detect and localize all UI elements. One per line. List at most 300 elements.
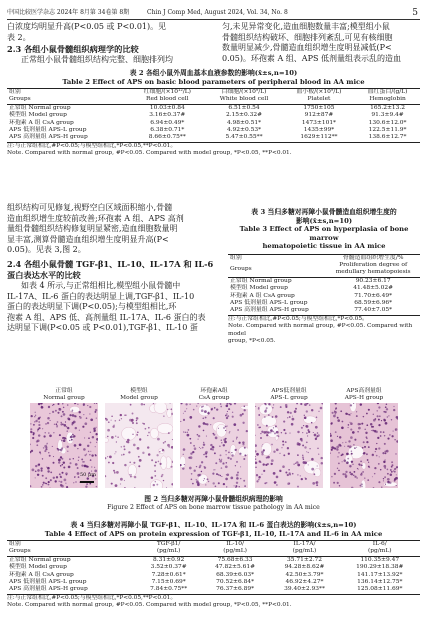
body-text: 造血组织增生度较前改善;环孢素 A 组、APS 高剂 bbox=[7, 213, 184, 223]
cell-nucleus bbox=[305, 477, 306, 478]
fat-vacuole bbox=[160, 456, 167, 470]
cell-nucleus bbox=[190, 442, 192, 444]
cell-nucleus bbox=[107, 429, 110, 432]
cell-nucleus bbox=[352, 431, 355, 434]
cell-nucleus bbox=[338, 452, 340, 454]
cell-nucleus bbox=[41, 470, 43, 472]
cell-nucleus bbox=[393, 409, 395, 411]
cell-nucleus bbox=[116, 441, 117, 442]
cell-nucleus bbox=[309, 404, 310, 405]
table-caption: 表 4 当归多糖对再障小鼠 TGF-β1、IL-10、IL-17A 和 IL-6 蛋白表达的影响(x̄±s,n=10) bbox=[70, 521, 357, 529]
cell-nucleus bbox=[356, 411, 357, 412]
cell-nucleus bbox=[61, 415, 63, 417]
panel-label-en: Model group bbox=[120, 395, 158, 401]
cell-nucleus bbox=[47, 470, 49, 472]
cell-nucleus bbox=[364, 446, 366, 448]
cell-nucleus bbox=[45, 482, 47, 484]
body-text: 如表 4 所示,与正常组相比,模型组小鼠骨髓中 bbox=[21, 280, 181, 290]
data-table bbox=[228, 254, 420, 316]
cell-nucleus bbox=[237, 472, 239, 474]
table-row bbox=[7, 120, 420, 127]
cell-nucleus bbox=[207, 478, 209, 480]
cell-nucleus bbox=[72, 409, 74, 411]
cell-nucleus bbox=[143, 404, 145, 406]
cell-nucleus bbox=[81, 464, 83, 466]
cell-nucleus bbox=[35, 415, 36, 416]
cell-nucleus bbox=[395, 428, 398, 431]
cell-nucleus bbox=[283, 421, 285, 423]
cell-nucleus bbox=[206, 423, 208, 425]
cell-nucleus bbox=[390, 474, 393, 477]
cell-nucleus bbox=[224, 441, 227, 444]
body-text: 表 2。 bbox=[7, 32, 31, 42]
table-cell: 71.70±6.49* bbox=[354, 292, 393, 299]
cell-nucleus bbox=[345, 442, 346, 443]
cell-nucleus bbox=[81, 458, 83, 460]
table-note-en: group, *P<0.05. bbox=[228, 337, 276, 344]
cell-nucleus bbox=[37, 474, 39, 476]
table-cell: 75.68±6.33 bbox=[217, 556, 253, 563]
cell-nucleus bbox=[345, 413, 347, 415]
cell-nucleus bbox=[155, 481, 156, 482]
cell-nucleus bbox=[263, 449, 265, 451]
cell-nucleus bbox=[228, 452, 230, 454]
cell-nucleus bbox=[64, 424, 67, 427]
cell-nucleus bbox=[69, 440, 70, 441]
cell-nucleus bbox=[202, 447, 204, 449]
cell-nucleus bbox=[168, 432, 170, 434]
cell-nucleus bbox=[43, 447, 45, 449]
cell-nucleus bbox=[142, 452, 144, 454]
cell-nucleus bbox=[396, 485, 397, 486]
cell-nucleus bbox=[345, 475, 348, 478]
cell-nucleus bbox=[197, 482, 199, 484]
cell-nucleus bbox=[228, 408, 230, 410]
cell-nucleus bbox=[192, 483, 194, 485]
cell-nucleus bbox=[335, 414, 336, 415]
cell-nucleus bbox=[379, 415, 381, 417]
body-text: 显丰富,测算骨髓造血组织增生度明显升高(P< bbox=[7, 234, 169, 244]
table-cell: 130.6±12.0* bbox=[368, 119, 407, 126]
cell-nucleus bbox=[45, 477, 47, 479]
cell-nucleus bbox=[260, 437, 262, 439]
cell-nucleus bbox=[86, 417, 88, 419]
cell-nucleus bbox=[362, 471, 364, 473]
cell-nucleus bbox=[386, 403, 388, 405]
cell-nucleus bbox=[196, 482, 197, 483]
cell-nucleus bbox=[129, 462, 131, 464]
cell-nucleus bbox=[303, 461, 306, 464]
cell-nucleus bbox=[349, 471, 351, 473]
cell-nucleus bbox=[90, 442, 92, 444]
cell-nucleus bbox=[213, 434, 215, 436]
histology-image bbox=[180, 403, 248, 488]
cell-nucleus bbox=[306, 432, 308, 434]
cell-nucleus bbox=[112, 462, 114, 464]
cell-nucleus bbox=[114, 425, 115, 426]
cell-nucleus bbox=[289, 433, 290, 434]
table-cell: 912±87# bbox=[304, 112, 334, 119]
cell-nucleus bbox=[354, 471, 356, 473]
cell-nucleus bbox=[203, 454, 204, 455]
cell-nucleus bbox=[132, 434, 133, 435]
cell-nucleus bbox=[201, 409, 204, 412]
cell-nucleus bbox=[96, 486, 97, 487]
cell-nucleus bbox=[141, 403, 144, 406]
cell-nucleus bbox=[63, 413, 66, 416]
cell-nucleus bbox=[321, 462, 323, 465]
cell-nucleus bbox=[276, 484, 278, 486]
table-cell: 4.98±0.51* bbox=[226, 119, 262, 126]
cell-nucleus bbox=[210, 444, 212, 446]
cell-nucleus bbox=[89, 406, 91, 408]
cell-nucleus bbox=[187, 431, 189, 433]
cell-nucleus bbox=[77, 404, 78, 405]
figure-caption: 图 2 当归多糖对再障小鼠骨髓组织病理的影响 bbox=[144, 495, 283, 503]
body-text: 数量明显减少,骨髓造血组织增生度明显减低(P< bbox=[222, 43, 392, 53]
cell-nucleus bbox=[315, 482, 317, 484]
table-cell: 1435±99* bbox=[303, 127, 335, 134]
cell-nucleus bbox=[184, 411, 185, 412]
cell-nucleus bbox=[90, 432, 91, 433]
cell-nucleus bbox=[232, 412, 233, 413]
cell-nucleus bbox=[94, 411, 96, 413]
cell-nucleus bbox=[31, 431, 32, 432]
table-cell: 环孢素 A 组 CsA group bbox=[9, 571, 74, 578]
cell-nucleus bbox=[262, 446, 263, 447]
table-row bbox=[7, 112, 420, 119]
cell-nucleus bbox=[38, 417, 40, 419]
cell-nucleus bbox=[311, 468, 314, 471]
cell-nucleus bbox=[393, 431, 394, 432]
cell-nucleus bbox=[111, 483, 113, 485]
cell-nucleus bbox=[63, 466, 65, 468]
figure-2 bbox=[30, 388, 400, 490]
cell-nucleus bbox=[137, 431, 139, 433]
cell-nucleus bbox=[350, 404, 352, 406]
left-column-top bbox=[7, 22, 209, 66]
cell-nucleus bbox=[42, 484, 43, 485]
cell-nucleus bbox=[396, 474, 397, 475]
cell-nucleus bbox=[75, 481, 76, 482]
cell-nucleus bbox=[216, 408, 218, 410]
cell-nucleus bbox=[242, 413, 244, 415]
cell-nucleus bbox=[358, 427, 361, 430]
cell-nucleus bbox=[246, 430, 248, 432]
cell-nucleus bbox=[70, 436, 72, 438]
cell-nucleus bbox=[377, 437, 379, 439]
cell-nucleus bbox=[256, 474, 258, 476]
cell-nucleus bbox=[395, 468, 396, 469]
cell-nucleus bbox=[67, 427, 69, 429]
scale-bar-label: 50 μm bbox=[80, 472, 96, 478]
cell-nucleus bbox=[47, 467, 50, 470]
cell-nucleus bbox=[282, 465, 285, 468]
cell-nucleus bbox=[366, 436, 368, 438]
cell-nucleus bbox=[34, 416, 35, 417]
cell-nucleus bbox=[66, 474, 67, 475]
cell-nucleus bbox=[35, 470, 37, 472]
cell-nucleus bbox=[297, 474, 298, 475]
panel-label-en: CsA group bbox=[198, 395, 230, 401]
table-cell: 1473±101* bbox=[301, 119, 337, 126]
cell-nucleus bbox=[221, 459, 222, 460]
cell-nucleus bbox=[237, 429, 239, 431]
cell-nucleus bbox=[40, 467, 42, 469]
figure-panel-aps-l bbox=[255, 388, 323, 488]
cell-nucleus bbox=[296, 461, 299, 464]
cell-nucleus bbox=[353, 475, 354, 476]
cell-nucleus bbox=[38, 434, 40, 436]
cell-nucleus bbox=[385, 453, 387, 455]
cell-nucleus bbox=[205, 417, 207, 419]
table-row bbox=[228, 307, 420, 315]
cell-nucleus bbox=[180, 421, 181, 422]
cell-nucleus bbox=[375, 431, 376, 432]
right-column-top bbox=[222, 22, 422, 64]
cell-nucleus bbox=[265, 464, 267, 466]
cell-nucleus bbox=[214, 469, 215, 470]
cell-nucleus bbox=[297, 431, 299, 433]
cell-nucleus bbox=[77, 448, 78, 449]
cell-nucleus bbox=[86, 483, 88, 485]
cell-nucleus bbox=[271, 459, 274, 462]
cell-nucleus bbox=[69, 458, 71, 460]
cell-nucleus bbox=[52, 405, 53, 406]
cell-nucleus bbox=[136, 417, 139, 420]
cell-nucleus bbox=[130, 476, 132, 478]
body-text: 正常组小鼠骨髓组织结构完整、细胞排列均 bbox=[21, 55, 173, 65]
cell-nucleus bbox=[120, 483, 121, 484]
table-cell: 8.31±0.92 bbox=[153, 556, 185, 563]
cell-nucleus bbox=[210, 448, 212, 450]
cell-nucleus bbox=[189, 467, 192, 470]
cell-nucleus bbox=[115, 484, 118, 487]
cell-nucleus bbox=[314, 434, 317, 437]
table-caption-en: hematopoietic tissue in AA mice bbox=[262, 242, 386, 250]
cell-nucleus bbox=[295, 463, 296, 464]
column-header: White blood cell bbox=[205, 96, 283, 104]
fat-vacuole bbox=[157, 423, 173, 433]
cell-nucleus bbox=[303, 425, 304, 426]
cell-nucleus bbox=[73, 458, 74, 459]
cell-nucleus bbox=[219, 460, 222, 463]
cell-nucleus bbox=[320, 457, 322, 459]
cell-nucleus bbox=[236, 477, 239, 480]
cell-nucleus bbox=[356, 477, 357, 478]
table-row bbox=[7, 572, 420, 579]
cell-nucleus bbox=[316, 484, 318, 486]
cell-nucleus bbox=[350, 474, 351, 475]
cell-nucleus bbox=[365, 432, 367, 434]
cell-nucleus bbox=[73, 482, 74, 483]
cell-nucleus bbox=[384, 419, 386, 421]
histology-svg bbox=[180, 403, 248, 488]
cell-nucleus bbox=[220, 406, 222, 408]
cell-nucleus bbox=[372, 426, 374, 428]
column-header: (pg/mL) bbox=[201, 548, 270, 556]
cell-nucleus bbox=[244, 409, 246, 411]
section-heading: 蛋白表达水平的比较 bbox=[7, 269, 81, 280]
cell-nucleus bbox=[377, 410, 378, 411]
cell-nucleus bbox=[256, 480, 258, 482]
panel-label-cn: 环孢素A组 bbox=[200, 388, 228, 394]
cell-nucleus bbox=[344, 446, 345, 447]
cell-nucleus bbox=[133, 462, 135, 464]
cell-nucleus bbox=[287, 447, 289, 449]
cell-nucleus bbox=[154, 465, 156, 467]
cell-nucleus bbox=[360, 461, 362, 463]
table-row bbox=[7, 586, 420, 594]
cell-nucleus bbox=[285, 432, 287, 434]
cell-nucleus bbox=[366, 453, 368, 455]
cell-nucleus bbox=[60, 476, 62, 478]
cell-nucleus bbox=[375, 448, 377, 450]
cell-nucleus bbox=[333, 482, 335, 484]
cell-nucleus bbox=[62, 437, 64, 439]
histology-svg bbox=[105, 403, 173, 488]
column-header bbox=[326, 262, 420, 277]
table-cell: 模型组 Model group bbox=[9, 112, 67, 119]
cell-nucleus bbox=[272, 431, 274, 433]
table-note: 注:与正常组相比,#P<0.05;与模型组相比,*P<0.05,**P<0.01。 bbox=[7, 594, 177, 601]
cell-nucleus bbox=[219, 445, 221, 447]
cell-nucleus bbox=[268, 403, 270, 405]
cell-nucleus bbox=[164, 441, 166, 443]
cell-nucleus bbox=[356, 447, 357, 448]
cell-nucleus bbox=[287, 417, 288, 418]
table-3 bbox=[228, 208, 420, 345]
cell-nucleus bbox=[368, 409, 370, 411]
cell-nucleus bbox=[336, 446, 339, 449]
cell-nucleus bbox=[90, 418, 93, 421]
figure-caption-en: Figure 2 Effect of APS on bone marrow tissue pathology in AA mice bbox=[107, 503, 320, 511]
cell-nucleus bbox=[95, 433, 97, 435]
table-4 bbox=[7, 521, 420, 610]
cell-nucleus bbox=[288, 453, 290, 455]
body-text: 量组骨髓组织结构修复明显紧密,造血细胞数量明 bbox=[7, 224, 178, 234]
cell-nucleus bbox=[58, 459, 61, 462]
cell-nucleus bbox=[276, 448, 279, 451]
table-cell: APS 高剂量组 APS-H group bbox=[7, 586, 137, 594]
cell-nucleus bbox=[265, 409, 266, 410]
cell-nucleus bbox=[273, 451, 275, 453]
cell-nucleus bbox=[45, 423, 47, 425]
cell-nucleus bbox=[115, 451, 116, 452]
cell-nucleus bbox=[62, 411, 64, 413]
cell-nucleus bbox=[154, 475, 156, 477]
cell-nucleus bbox=[44, 445, 47, 448]
cell-nucleus bbox=[63, 439, 66, 442]
cell-nucleus bbox=[72, 411, 73, 412]
cell-nucleus bbox=[35, 465, 37, 467]
cell-nucleus bbox=[383, 478, 384, 479]
cell-nucleus bbox=[271, 463, 273, 465]
cell-nucleus bbox=[289, 474, 291, 476]
cell-nucleus bbox=[341, 426, 344, 429]
cell-nucleus bbox=[272, 407, 273, 408]
cell-nucleus bbox=[330, 439, 333, 442]
cell-nucleus bbox=[344, 459, 347, 462]
body-text: 组织结构可见修复,视野空白区域面积缩小,骨髓 bbox=[7, 203, 173, 212]
cell-nucleus bbox=[354, 447, 356, 449]
cell-nucleus bbox=[394, 471, 396, 473]
table-cell: APS 低剂量组 APS-L group bbox=[9, 127, 87, 134]
table-cell: 68.59±6.96* bbox=[354, 299, 393, 306]
table-cell: 136.14±12.75* bbox=[357, 579, 403, 586]
cell-nucleus bbox=[168, 446, 169, 447]
cell-nucleus bbox=[61, 485, 64, 488]
table-cell: 125.08±11.69* bbox=[340, 586, 420, 594]
cell-nucleus bbox=[260, 427, 261, 428]
cell-nucleus bbox=[346, 453, 349, 456]
cell-nucleus bbox=[121, 418, 122, 419]
fat-vacuole bbox=[238, 447, 248, 457]
cell-nucleus bbox=[49, 455, 51, 457]
cell-nucleus bbox=[48, 432, 50, 434]
cell-nucleus bbox=[108, 421, 110, 423]
cell-nucleus bbox=[163, 415, 164, 416]
cell-nucleus bbox=[88, 437, 90, 439]
cell-nucleus bbox=[334, 473, 336, 475]
cell-nucleus bbox=[336, 448, 338, 450]
cell-nucleus bbox=[308, 452, 309, 453]
cell-nucleus bbox=[61, 422, 62, 423]
column-header: 组别 bbox=[7, 541, 137, 549]
cell-nucleus bbox=[35, 412, 36, 413]
cell-nucleus bbox=[59, 408, 60, 409]
cell-nucleus bbox=[372, 454, 373, 455]
cell-nucleus bbox=[46, 444, 47, 445]
cell-nucleus bbox=[121, 454, 122, 455]
cell-nucleus bbox=[353, 444, 355, 446]
cell-nucleus bbox=[201, 461, 203, 463]
table-cell: 7.84±0.75** bbox=[137, 586, 201, 594]
cell-nucleus bbox=[72, 435, 75, 438]
cell-nucleus bbox=[96, 417, 97, 418]
cell-nucleus bbox=[314, 473, 316, 475]
cell-nucleus bbox=[85, 486, 87, 488]
cell-nucleus bbox=[136, 434, 138, 436]
page-number: 5 bbox=[412, 8, 418, 18]
cell-nucleus bbox=[67, 446, 69, 448]
cell-nucleus bbox=[83, 448, 86, 451]
cell-nucleus bbox=[384, 476, 386, 478]
cell-nucleus bbox=[57, 448, 59, 450]
cell-nucleus bbox=[161, 475, 163, 477]
cell-nucleus bbox=[30, 428, 32, 430]
cell-nucleus bbox=[53, 456, 54, 457]
cell-nucleus bbox=[205, 456, 207, 458]
cell-nucleus bbox=[66, 426, 68, 428]
cell-nucleus bbox=[383, 461, 385, 463]
cell-nucleus bbox=[238, 442, 240, 444]
cell-nucleus bbox=[87, 445, 89, 447]
table-cell: 39.40±2.93** bbox=[269, 586, 339, 594]
cell-nucleus bbox=[297, 454, 299, 456]
cell-nucleus bbox=[340, 445, 342, 447]
cell-nucleus bbox=[339, 436, 341, 438]
cell-nucleus bbox=[366, 424, 368, 426]
body-text: 孢素 A 组、APS 低、高剂量组 IL-17A、IL-6 蛋白的表 bbox=[7, 312, 206, 322]
cell-nucleus bbox=[331, 446, 334, 449]
cell-nucleus bbox=[187, 434, 190, 437]
column-header-line: medullary hematopoiesis bbox=[335, 269, 411, 276]
cell-nucleus bbox=[221, 442, 222, 443]
cell-nucleus bbox=[123, 445, 125, 447]
cell-nucleus bbox=[236, 482, 238, 484]
cell-nucleus bbox=[357, 431, 358, 432]
